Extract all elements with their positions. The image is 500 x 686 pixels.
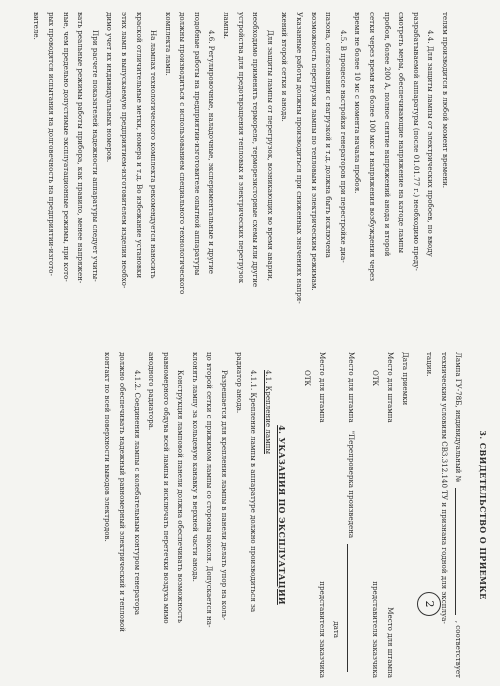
stamp-row (314, 352, 329, 678)
text-line: вителе. (32, 12, 42, 40)
text-line: комплекта ламп. (163, 12, 173, 76)
customer-rep-label: представителя заказчика (317, 581, 327, 678)
text-line: подобные работы на предприятии-изготовителе опытной аппаратуры (192, 12, 202, 276)
text-line: 4.1.1. Крепление лампы в аппаратуре должно производиться за (249, 370, 259, 613)
text-line: радиатор анода. (234, 352, 244, 414)
reinspection-line (347, 544, 358, 672)
certificate-text: Лампа ГУ-78Б, индивидуальный № (454, 352, 464, 483)
text-line: разрабатываемой аппаратуры (после 01.01.77 г.) необходимо преду- (411, 12, 421, 271)
text-line: контакт по всей поверхности выводов электродов. (103, 352, 113, 542)
stamp-row (299, 352, 314, 678)
stamp-label: Место для штампа (317, 352, 327, 423)
text-line: Указанные работы должны производиться при сниженных значениях напря- (295, 12, 305, 304)
certificate-line-1 (451, 352, 466, 678)
operations-heading: 4. УКАЗАНИЯ ПО ЭКСПЛУАТАЦИИ (277, 425, 288, 605)
stamp-row (368, 352, 383, 678)
text-line: 4.6. Регулировочные, наладочные, экспериментальные и другие (207, 30, 217, 274)
text-line: лампы. (222, 12, 232, 39)
certificate-text: техническим условиям СВ3.312.140 ТУ и признана годной для эксплуа- (439, 352, 449, 624)
text-line: равномерного обдува всей лампы и исключать перетечки воздуха мимо (161, 352, 171, 624)
text-line: димо учет их индивидуальных номеров. (105, 12, 115, 163)
certificate-text: , соответствует (454, 620, 464, 678)
certificate-heading: 3. СВИДЕТЕЛЬСТВО О ПРИЕМКЕ (478, 430, 488, 600)
text-line: пробоя, более 200 А, полное снятие напряжений анода и второй (382, 12, 392, 257)
text-line: 4.5. В процессе настройки генераторов при перестройке диа- (338, 30, 348, 263)
text-line: телям производится в любой момент времени. (441, 12, 450, 189)
text-line: клонять лампу за кольцевую канавку в верхней части анода. (190, 352, 200, 582)
customer-rep-label: представителя заказчика (371, 581, 381, 678)
date-label: дата (332, 621, 342, 638)
text-line: цо второй сетки с прижимом лампы со стороны цоколя. Допускается на- (205, 352, 215, 628)
text-line: анодного радиатора. (147, 352, 157, 431)
text-line: вать реальные режимы работы прибора, как правило, менее напряжен- (76, 12, 86, 284)
reinspection-row (343, 352, 358, 678)
otk-label: ОТК (303, 370, 313, 387)
text-line: При расчете показателей надежности аппаратуры следует учиты- (90, 30, 100, 282)
text-line: 4.1. Крепление лампы (263, 370, 273, 454)
text-line: устройства для предотвращения тепловых и электрических перегрузок (236, 12, 246, 284)
text-line: Для защиты лампы от перегрузок, возникающих во время аварии, (265, 30, 275, 281)
left-column (0, 12, 500, 330)
text-line: ные, чем предельно допустимые эксплуатационные режимы, при кото- (61, 12, 71, 282)
text-line: рых проводятся испытания на долговечность на предприятии-изгото- (46, 12, 56, 276)
text-line: пазона, согласовании с нагрузкой и т.д. должна быть исключена (324, 12, 334, 258)
text-line: На лампах технологического комплекта рекомендуется наносить (149, 30, 159, 279)
text-line: краской отличительные метки, номера и т.д. Во избежание установки (134, 12, 144, 279)
text-line: должно обеспечивать надежный равномерный электрический и тепловой (117, 352, 127, 632)
text-line: время не более 10 мс с момента начала пробоя. (353, 12, 363, 194)
text-line: Конструкция ламповой панели должна обеспечивать возможность (176, 370, 186, 623)
text-line: смотреть меры, обеспечивающие напряжение на катоде лампы (397, 12, 407, 253)
text-line: 4.1.2. Соединения лампы с колебательным контуром генератора (132, 370, 142, 616)
certificate-text: тации. (425, 352, 435, 377)
stamp-row (382, 352, 397, 678)
text-line: необходимо применять термореле, терморезисторные схемы или другие (251, 12, 261, 288)
stamp-label: Место для штампа (386, 607, 396, 678)
acceptance-date-label: Дата приемки (400, 352, 410, 406)
text-line: сетки через время не более 100 мкс и напряжения возбуждения через (368, 12, 378, 282)
serial-number-line (455, 488, 466, 614)
stamp-label: Место для штампа (386, 352, 396, 423)
reinspection-date-row (329, 352, 344, 678)
reinspection-label: "Перепроверка произведена (346, 430, 356, 539)
right-column (0, 352, 500, 678)
text-line: должны производиться с использованием специального технологического (178, 12, 188, 295)
stamp-label: Место для штампа (346, 352, 356, 423)
otk-label: ОТК (371, 370, 381, 387)
text-line: Разрешается для крепления лампы в панели делать упор на коль- (220, 370, 230, 621)
page-number-circle: 2 (417, 592, 441, 616)
text-line: этих ламп в выпускаемую предприятием-изготовителем изделия необхо- (119, 12, 129, 289)
text-line: жений второй сетки и анода. (280, 12, 290, 122)
text-line: 4.4. Для защиты лампы от электрических пробоев, по вводу (426, 30, 436, 257)
text-line: возможность перегрузки лампы по тепловым и электрическим режимам. (309, 12, 319, 291)
